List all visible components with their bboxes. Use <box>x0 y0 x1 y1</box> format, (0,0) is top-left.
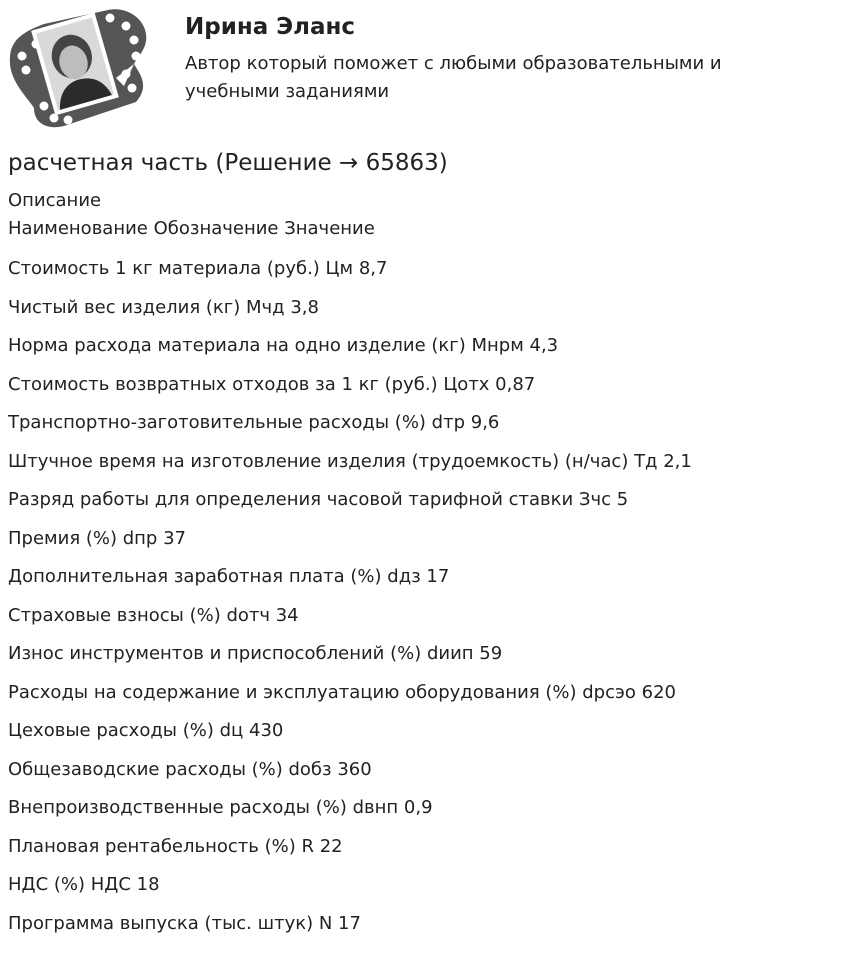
film-strip-avatar-icon <box>8 8 150 128</box>
table-row: Расходы на содержание и эксплуатацию оборудования (%) dрсэо 620 <box>8 681 676 703</box>
author-name[interactable]: Ирина Эланс <box>185 14 356 40</box>
table-row: Общезаводские расходы (%) dобз 360 <box>8 758 372 780</box>
table-row: Внепроизводственные расходы (%) dвнп 0,9 <box>8 797 433 818</box>
table-row: Дополнительная заработная плата (%) dдз 17 <box>8 566 450 587</box>
description-label: Описание <box>8 190 102 211</box>
table-row: Цеховые расходы (%) dц 430 <box>8 720 284 741</box>
table-row: Страховые взносы (%) dотч 34 <box>8 604 299 626</box>
table-row: Износ инструментов и приспособлений (%) dиип 59 <box>8 643 503 664</box>
parameters-table <box>8 218 838 951</box>
author-card <box>8 8 838 128</box>
table-header: Наименование Обозначение Значение <box>8 218 375 239</box>
table-row: Разряд работы для определения часовой тарифной ставки Зчс 5 <box>8 489 629 510</box>
table-row: Норма расхода материала на одно изделие (кг) Мнрм 4,3 <box>8 335 559 356</box>
author-avatar[interactable] <box>8 8 150 128</box>
table-row: Стоимость 1 кг материала (руб.) Цм 8,7 <box>8 258 388 279</box>
table-row: Стоимость возвратных отходов за 1 кг (руб.) Цотх 0,87 <box>8 373 536 395</box>
table-row: НДС (%) НДС 18 <box>8 874 160 895</box>
page-title: расчетная часть (Решение → 65863) <box>8 150 448 176</box>
table-row: Программа выпуска (тыс. штук) N 17 <box>8 912 361 934</box>
table-row: Плановая рентабельность (%) R 22 <box>8 835 343 857</box>
table-row: Штучное время на изготовление изделия (трудоемкость) (н/час) Тд 2,1 <box>8 450 692 472</box>
table-row: Премия (%) dпр 37 <box>8 527 186 549</box>
table-row: Чистый вес изделия (кг) Мчд 3,8 <box>8 296 319 318</box>
author-description: Автор который поможет с любыми образовательными и учебными заданиями <box>185 53 722 102</box>
table-row: Транспортно-заготовительные расходы (%) dтр 9,6 <box>8 412 500 433</box>
